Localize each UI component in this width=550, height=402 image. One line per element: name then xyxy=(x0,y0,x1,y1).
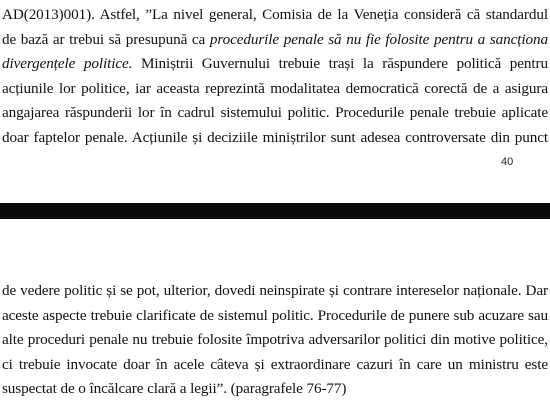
text-line: AD(2013)001). Astfel, ”La nivel general, Comisia de la Veneția consideră că standardul xyxy=(2,6,548,23)
text-line: doar faptelor penale. Acțiunile și deciziile miniștrilor sunt adesea controversate din punct xyxy=(2,128,548,146)
lower-page-text xyxy=(2,279,548,402)
text-line: alte proceduri penale nu trebuie folosite împotriva adversarilor politici din motive politice, xyxy=(2,331,548,348)
text-line: angajarea răspunderii lor în cadrul sistemului politic. Procedurile penale trebuie aplicate xyxy=(2,104,548,121)
page-number: 40 xyxy=(501,156,514,168)
italic-quote: procedurile penale să nu fie folosite pentru a sancționa xyxy=(209,30,548,48)
text-line: ci trebuie invocate doar în acele câteva și extraordinare cazuri în care un ministru este xyxy=(2,355,548,373)
text-line: divergențele politice. Miniștrii Guvernului trebuie trași la răspundere politică pentru xyxy=(2,55,548,72)
upper-page xyxy=(0,0,550,186)
upper-page-text xyxy=(2,3,548,150)
text-line: acțiunile lor politice, iar aceasta reprezintă modalitatea democratică corectă de a asigura xyxy=(2,79,548,97)
text-line: de bază ar trebui să presupună ca procedurile penale să nu fie folosite pentru a sancționa xyxy=(2,30,548,48)
italic-quote: divergențele politice. xyxy=(2,55,133,72)
text-line: suspectat de o încălcare clară a legii”. (paragrafele 76-77) xyxy=(2,380,347,397)
page-separator xyxy=(0,203,550,219)
text-line: aceste aspecte trebuie clarificate de sistemul politic. Procedurile de punere sub acuzare sau xyxy=(2,306,548,324)
text-line: de vedere politic și se pot, ulterior, dovedi neinspirate și contrare intereselor naționale. Dar xyxy=(2,282,548,299)
